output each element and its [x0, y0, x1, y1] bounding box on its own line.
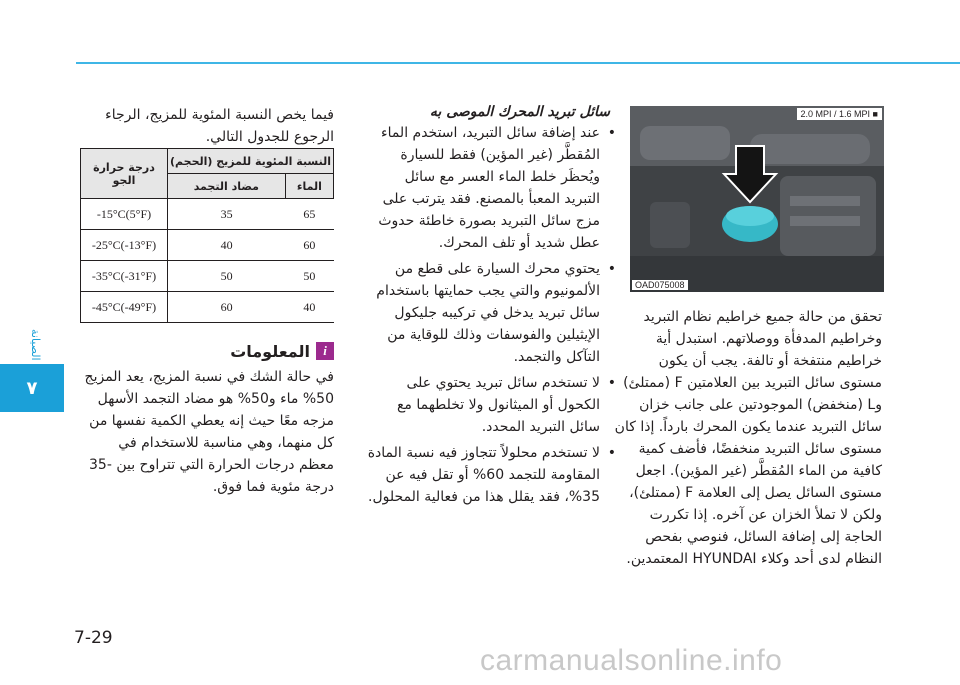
info-icon: i	[316, 342, 334, 360]
watermark-text: carmanualsonline.info	[480, 644, 783, 677]
chapter-tab: ٧	[0, 364, 64, 412]
cell-water: 40	[285, 292, 333, 323]
col-header-antifreeze: مضاد التجمد	[168, 174, 286, 199]
list-item: • يحتوي محرك السيارة على قطع من الألمونيوم والتي يجب حمايتها باستخدام سائل تبريد يدخل في تركيبه جليكول الإيثيلين والفوسفات وذلك للوقاية من التآكل والتجمد.	[366, 258, 616, 368]
figure-code: OAD075008	[632, 280, 688, 290]
list-item: • عند إضافة سائل التبريد، استخدم الماء المُقطَّر (غير المؤين) فقط للسيارة ويُحظَر خلط الماء العسر مع سائل التبريد المعبأ بالمصنع. فقد يترتب على مزج سائل التبريد بصورة خاطئة حدوث عطل شديد أو تلف المحرك.	[366, 122, 616, 254]
reservoir-check-paragraph: تحقق من حالة جميع خراطيم نظام التبريد وخراطيم المدفأة ووصلاتهم. استبدل أية خراطيم منتفخة أو تالفة. يجب أن يكون مستوى سائل التبريد بين العلامتين F (ممتلئ) وL (منخفض) الموجودتين على جانب خزان سائل التبريد عندما يكون المحرك بارداً. إذا كان مستوى سائل التبريد منخفضًا، فأضف كمية كافية من الماء المُقطَّر (غير المؤين). اجعل مستوى السائل يصل إلى العلامة F (ممتلئ)، ولكن لا تملأ الخزان عن آخره. إذا تكررت الحاجة إلى إضافة السائل، فنوصي بفحص النظام لدى أحد وكلاء HYUNDAI المعتمدين.	[614, 309, 882, 567]
cell-temperature: -25°C(-13°F)	[81, 230, 168, 261]
table-row	[81, 292, 334, 323]
col-header-mixture: النسبة المئوية للمزيج (الحجم)	[168, 149, 334, 174]
cell-temperature: -15°C(5°F)	[81, 199, 168, 230]
cell-antifreeze: 35	[168, 199, 286, 230]
cell-antifreeze: 40	[168, 230, 286, 261]
section-side-label: الصيانة	[29, 329, 42, 361]
info-heading	[210, 340, 334, 362]
info-title: المعلومات	[230, 341, 310, 361]
col-header-water: الماء	[285, 174, 333, 199]
info-paragraph: في حالة الشك في نسبة المزيج، يعد المزيج 50% ماء و50% هو مضاد التجمد الأسهل مزجه معًا حيث إنه يعطي الكمية نفسها من كل منهما، وهي مناسبة للاستخدام في معظم درجات الحرارة التي تتراوح بين -35 درجة مئوية فما فوق.	[84, 369, 334, 495]
engine-bay-illustration	[630, 106, 884, 292]
recommended-coolant-title: سائل تبريد المحرك الموصى به	[429, 104, 610, 120]
cell-antifreeze: 60	[168, 292, 286, 323]
engine-variant-tag: 2.0 MPI / 1.6 MPI ■	[797, 108, 882, 120]
cell-water: 60	[285, 230, 333, 261]
table-row	[81, 230, 334, 261]
cell-temperature: -35°C(-31°F)	[81, 261, 168, 292]
list-item: • لا تستخدم محلولاً تتجاوز فيه نسبة المادة المقاومة للتجمد 60% أو تقل فيه عن 35%، فقد يقلل هذا من فعالية المحلول.	[366, 442, 616, 508]
coolant-reservoir-figure	[630, 106, 884, 292]
cell-water: 65	[285, 199, 333, 230]
cell-antifreeze: 50	[168, 261, 286, 292]
table-row	[81, 261, 334, 292]
mixture-intro-paragraph: فيما يخص النسبة المئوية للمزيج، الرجاء الرجوع للجدول التالي.	[105, 107, 334, 145]
mixture-table	[80, 148, 334, 323]
header-rule	[76, 62, 960, 64]
coolant-guidelines-list	[366, 122, 616, 512]
table-row	[81, 199, 334, 230]
cell-water: 50	[285, 261, 333, 292]
list-item: • لا تستخدم سائل تبريد يحتوي على الكحول أو الميثانول ولا تخلطهما مع سائل التبريد المحدد.	[366, 372, 616, 438]
page-number: 7-29	[74, 628, 113, 648]
col-header-temperature: درجة حرارة الجو	[81, 149, 168, 199]
cell-temperature: -45°C(-49°F)	[81, 292, 168, 323]
